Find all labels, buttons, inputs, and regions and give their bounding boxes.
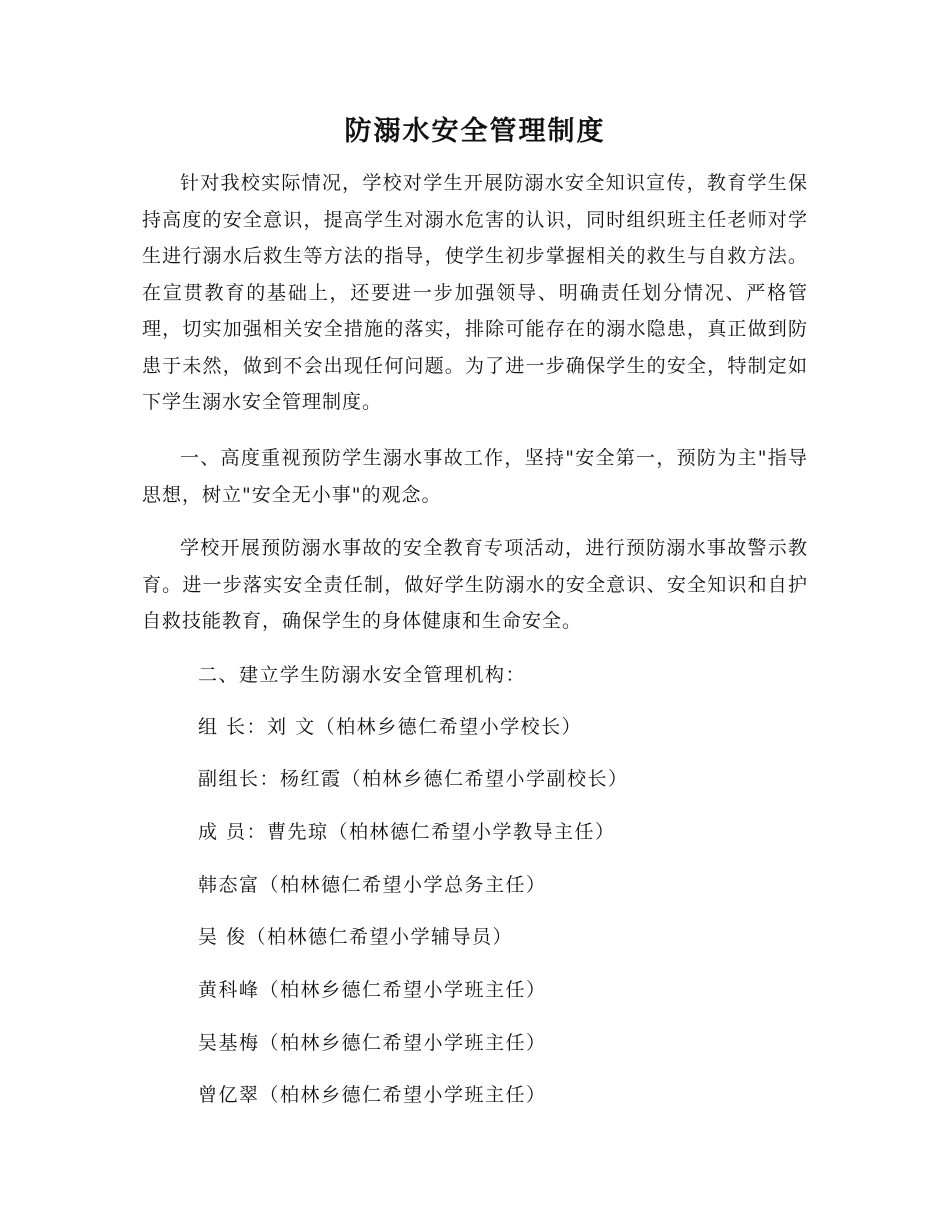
section-2-heading: 二、建立学生防溺水安全管理机构：	[198, 664, 527, 686]
section-1-heading-block	[142, 440, 808, 513]
member-line-member-6: 曾亿翠（柏林乡德仁希望小学班主任）	[198, 1084, 547, 1106]
document-title: 防溺水安全管理制度	[344, 116, 606, 147]
member-line-member-2: 韩态富（柏林德仁希望小学总务主任）	[198, 874, 547, 896]
member-line-member-5: 吴基梅（柏林乡德仁希望小学班主任）	[198, 1032, 547, 1054]
member-line-member-1: 成 员：曹先琼（柏林德仁希望小学教导主任）	[198, 821, 616, 843]
section-1-body: 学校开展预防溺水事故的安全教育专项活动，进行预防溺水事故警示教育。进一步落实安全责任制，做好学生防溺水的安全意识、安全知识和自护自救技能教育，确保学生的身体健康和生命安全。	[142, 537, 808, 632]
section-1-body-block	[142, 530, 808, 640]
member-line-member-4: 黄科峰（柏林乡德仁希望小学班主任）	[198, 979, 547, 1001]
member-line-leader: 组 长：刘 文（柏林乡德仁希望小学校长）	[198, 716, 583, 738]
intro-paragraph: 针对我校实际情况，学校对学生开展防溺水安全知识宣传，教育学生保持高度的安全意识，提高学生对溺水危害的认识，同时组织班主任老师对学生进行溺水后救生等方法的指导，使学生初步掌握相关的救生与自救方法。在宣贯教育的基础上，还要进一步加强领导、明确责任划分情况、严格管理，切实加强相关安全措施的落实，排除可能存在的溺水隐患，真正做到防患于未然，做到不会出现任何问题。为了进一步确保学生的安全，特制定如下学生溺水安全管理制度。	[142, 172, 808, 413]
member-line-deputy-leader: 副组长：杨红霞（柏林乡德仁希望小学副校长）	[198, 768, 629, 790]
section-1-heading: 一、高度重视预防学生溺水事故工作，坚持"安全第一，预防为主"指导思想，树立"安全无小事"的观念。	[142, 447, 808, 506]
intro-paragraph-block	[142, 165, 808, 421]
member-line-member-3: 吴 俊（柏林德仁希望小学辅导员）	[198, 926, 514, 948]
